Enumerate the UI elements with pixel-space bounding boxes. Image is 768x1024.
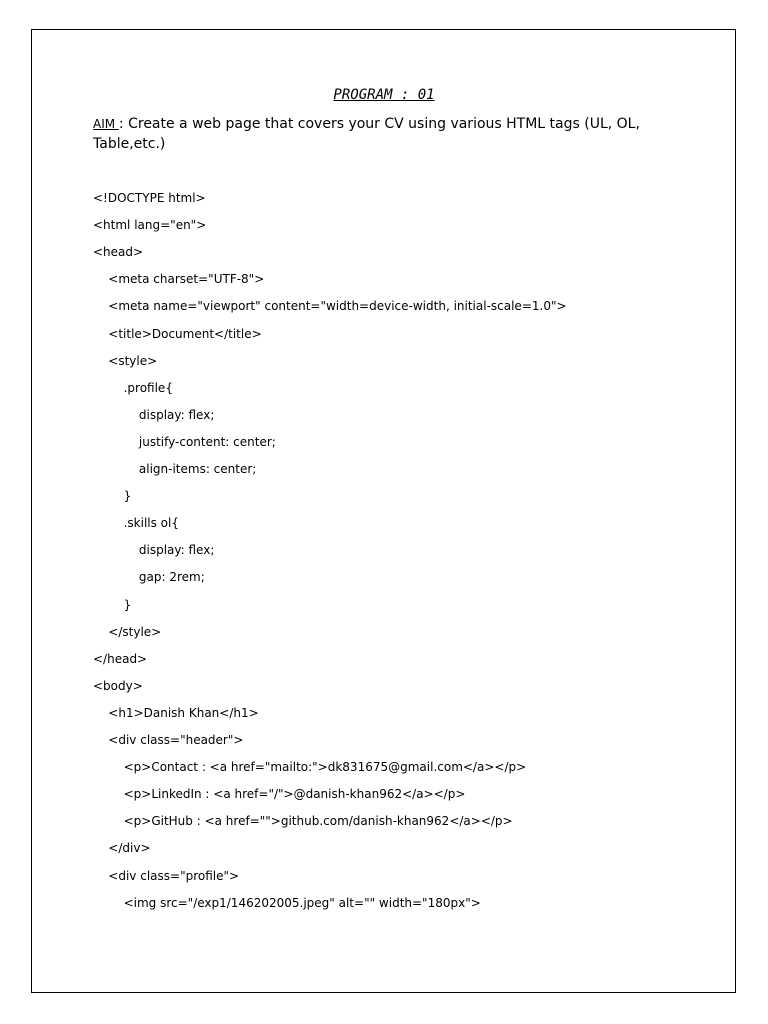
code-line: gap: 2rem; xyxy=(138,570,205,585)
code-line: <head> xyxy=(93,245,144,260)
code-line: display: flex; xyxy=(138,543,215,558)
code-line: <style> xyxy=(108,353,158,368)
aim-text: : Create a web page that covers your CV using various HTML tags (UL, OL, Table,etc.) xyxy=(93,116,640,152)
code-line: </head> xyxy=(93,651,148,666)
code-line: .skills ol{ xyxy=(123,516,179,531)
code-line: <body> xyxy=(93,678,143,693)
code-line: <img src="/exp1/146202005.jpeg" alt="" width="180px"> xyxy=(123,895,481,910)
code-line: display: flex; xyxy=(138,407,215,422)
aim-paragraph xyxy=(93,114,653,154)
code-line: } xyxy=(123,489,132,504)
code-line: <p>LinkedIn : <a href="/">@danish-khan962</a></p> xyxy=(123,787,466,802)
program-title: PROGRAM : 01 xyxy=(333,87,435,103)
code-line: </style> xyxy=(108,624,162,639)
code-line: <meta charset="UTF-8"> xyxy=(108,272,265,287)
code-line: <title>Document</title> xyxy=(108,326,262,341)
code-line: <meta name="viewport" content="width=device-width, initial-scale=1.0"> xyxy=(108,299,567,314)
code-line: <div class="profile"> xyxy=(108,868,240,883)
code-line: align-items: center; xyxy=(138,462,257,476)
code-line: <h1>Danish Khan</h1> xyxy=(108,705,259,720)
code-line: </div> xyxy=(108,841,151,856)
code-line: <p>Contact : <a href="mailto:">dk831675@gmail.com</a></p> xyxy=(123,760,527,775)
code-line: <html lang="en"> xyxy=(93,218,207,233)
code-line: <!DOCTYPE html> xyxy=(93,191,206,205)
aim-label: AIM xyxy=(93,117,119,131)
code-line: <p>GitHub : <a href="">github.com/danish-khan962</a></p> xyxy=(123,814,513,829)
code-line: <div class="header"> xyxy=(108,733,244,747)
code-line: justify-content: center; xyxy=(138,434,276,449)
code-line: } xyxy=(123,597,132,612)
code-line: .profile{ xyxy=(123,380,173,395)
